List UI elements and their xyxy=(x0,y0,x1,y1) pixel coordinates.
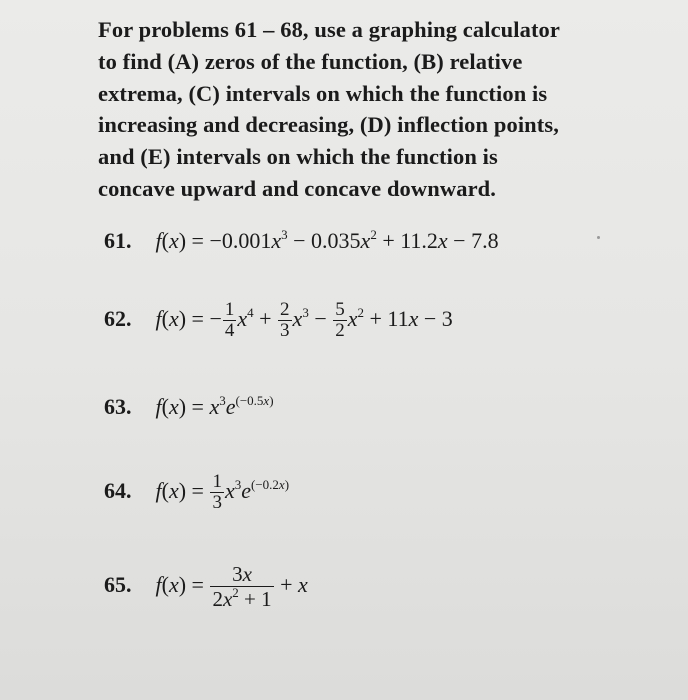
problem-formula: $f(x) = -0.001x^3 - 0.035x^2 + 11.2x - 7.8$ xyxy=(155,227,499,253)
instructions-line: extrema, (C) intervals on which the function is xyxy=(98,80,548,106)
problem-number: 64. xyxy=(104,477,132,503)
problem-63 xyxy=(104,394,274,420)
problem-number: 61. xyxy=(104,228,132,253)
instructions-line: to find (A) zeros of the function, (B) relative xyxy=(98,48,523,74)
problem-number: 65. xyxy=(104,571,132,597)
problem-64 xyxy=(104,472,289,513)
problem-61 xyxy=(104,228,499,254)
speck xyxy=(597,236,600,239)
instructions-line: and (E) intervals on which the function is xyxy=(98,144,498,170)
problem-number: 63. xyxy=(104,394,132,419)
problem-65 xyxy=(104,562,308,611)
problem-formula: $f(x) = x^3e^{(-0.5x)}$ xyxy=(155,393,274,419)
problem-formula: f(x) = $\frac{3x}{2x^2 + 1}$ + x xyxy=(155,562,308,611)
problem-formula: f(x) = $\frac{1}{3}$ $x^3e^{(-0.2x)}$ xyxy=(155,471,290,513)
instructions-line: concave upward and concave downward. xyxy=(98,175,496,201)
problem-formula: f(x) = − $\frac{1}{4}$ $x^4$ + $\frac{2}{3}$ $x^3$ − $\frac{5}{2}$ $x^2 + 11x - 3$ xyxy=(155,299,453,341)
instructions-line: For problems 61 – 68, use a graphing calculator xyxy=(98,17,560,42)
problem-62 xyxy=(104,300,453,341)
instructions-line: increasing and decreasing, (D) inflection points, xyxy=(98,112,559,138)
instructions-paragraph xyxy=(98,14,658,205)
problem-number: 62. xyxy=(104,305,132,331)
